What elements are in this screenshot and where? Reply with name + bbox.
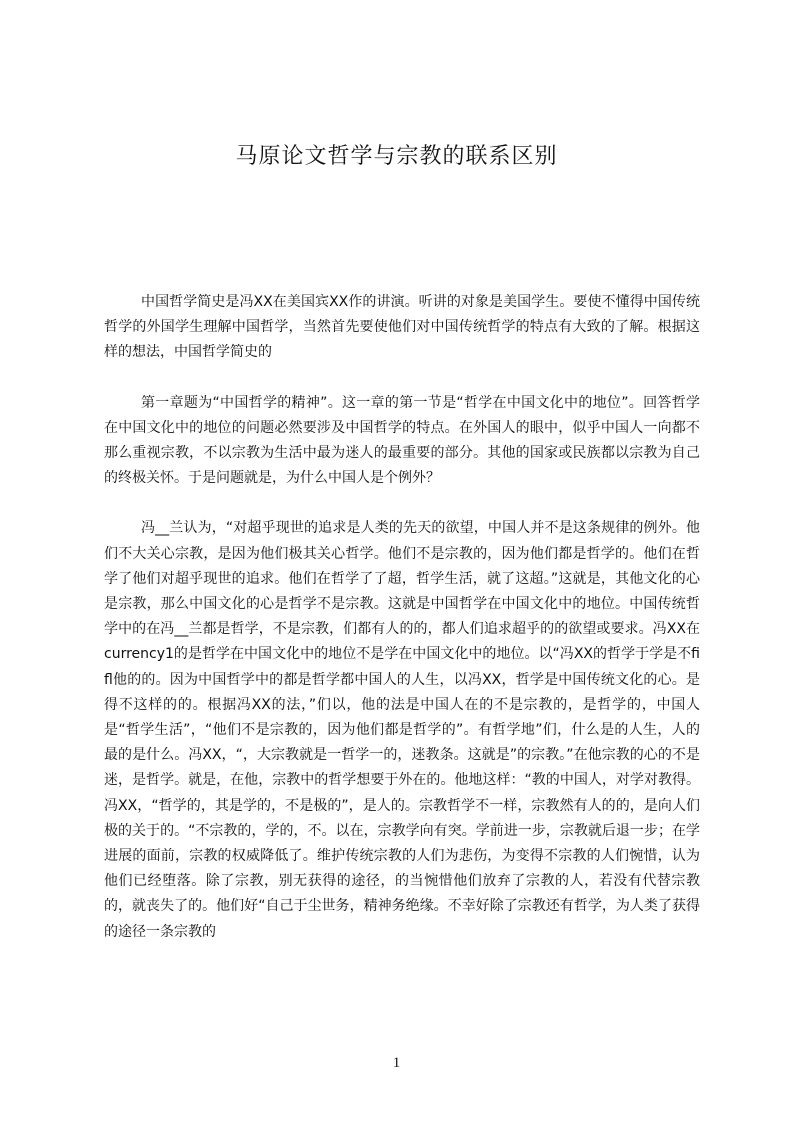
document-title: 马原论文哲学与宗教的联系区别 <box>235 144 558 169</box>
paragraph-feng-view: 冯__兰认为，“对超乎现世的追求是人类的先天的欲望，中国人并不是这条规律的例外。他们不大关心宗教，是因为他们极其关心哲学。他们不是宗教的，因为他们都是哲学的。他们在哲学了他们对超乎现世的追求。他们在哲学了了超，哲学生活，就了这超。”这就是，其他文化的心是宗教，那么中国文化的心是哲学不是宗教。这就是中国哲学在中国文化中的地位。中国传统哲学中的在冯__兰都是哲学，不是宗教，们都有人的的，都人们追求超乎的的欲望或要求。冯XX在currency1的是哲学在中国文化中的地位不是学在中国文化中的地位。以“冯XX的哲学于学是不fifl他的的。因为中国哲学中的都是哲学都中国人的人生，以冯XX，哲学是中国传统文化的心。是得不这样的的。根据冯XX的法，”们以，他的法是中国人在的不是宗教的，是哲学的，中国人是“哲学生活”，“他们不是宗教的，因为他们都是哲学的”。有哲学地”们，什么是的人生，人的最的是什么。冯XX，“，大宗教就是一哲学一的，迷教条。这就是”的宗教。”在他宗教的心的不是迷，是哲学。就是，在他，宗教中的哲学想要于外在的。他地这样：“教的中国人，对学对教得。冯XX，“哲学的，其是学的，不是极的”，是人的。宗教哲学不一样，宗教然有人的的，是向人们极的关于的。“不宗教的，学的，不。以在，宗教学向有突。学前进一步，宗教就后退一步；在学进展的面前，宗教的权威降低了。维护传统宗教的人们为悲伤，为变得不宗教的人们惋惜，认为他们已经堕落。除了宗教，别无获得的途径，的当惋惜他们放弃了宗教的人，若没有代替宗教的，就丧失了的。他们好“自己于尘世务，精神务绝缘。不幸好除了宗教还有哲学，为人类了获得的途径一条宗教的 <box>104 520 700 940</box>
paragraph-gap <box>104 366 700 391</box>
paragraph-chapter-one: 第一章题为“中国哲学的精神”。这一章的第一节是“哲学在中国文化中的地位”。回答哲学在中国文化中的地位的问题必然要涉及中国哲学的特点。在外国人的眼中，似乎中国人一向都不那么重视宗教，不以宗教为生活中最为迷人的最重要的部分。其他的国家或民族都以宗教为自己的终极关怀。于是问题就是，为什么中国人是个例外？ <box>104 394 700 487</box>
page-number: 1 <box>392 1055 401 1071</box>
paragraph-gap <box>104 491 700 516</box>
document-body <box>104 290 700 945</box>
paragraph-intro: 中国哲学简史是冯XX在美国宾XX作的讲演。听讲的对象是美国学生。要使不懂得中国传统哲学的外国学生理解中国哲学，当然首先要使他们对中国传统哲学的特点有大致的了解。根据这样的想法，中国哲学简史的 <box>104 294 700 361</box>
